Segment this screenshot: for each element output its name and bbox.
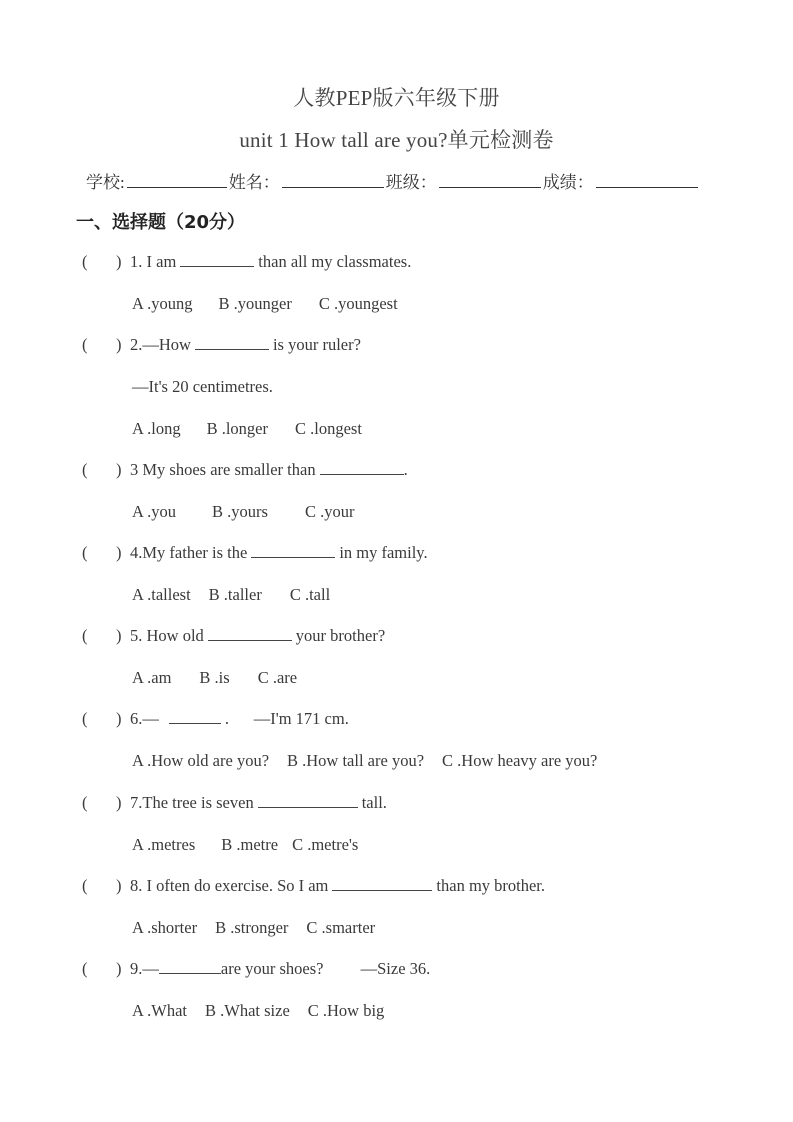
- answer-paren-close: ): [116, 252, 122, 271]
- question-text-after: .: [403, 460, 408, 479]
- school-field[interactable]: [127, 173, 227, 188]
- question-text-before: The tree is seven: [142, 793, 254, 812]
- option-c[interactable]: C .tall: [289, 585, 331, 604]
- section-heading: 一、选择题（20分）: [76, 212, 246, 233]
- name-label: 姓名：: [228, 173, 280, 192]
- answer-paren-open[interactable]: (: [82, 709, 88, 728]
- options-1: [132, 294, 398, 314]
- question-6: [82, 709, 349, 729]
- question-3: [82, 460, 408, 480]
- name-field[interactable]: [282, 173, 384, 188]
- options-2: [132, 419, 362, 439]
- question-number: 7.: [130, 793, 143, 812]
- question-text-before: I am: [142, 252, 177, 271]
- question-text-before: My father is the: [142, 543, 248, 562]
- answer-paren-open[interactable]: (: [82, 252, 88, 271]
- options-6: [132, 751, 597, 771]
- document-title: 人教PEP版六年级下册: [293, 86, 500, 110]
- answer-blank[interactable]: [332, 878, 432, 891]
- option-a[interactable]: A .metres: [132, 835, 196, 854]
- answer-paren-close: ): [116, 460, 122, 479]
- option-a[interactable]: A .tallest: [132, 585, 191, 604]
- question-text-before: —How: [142, 335, 191, 354]
- option-a[interactable]: A .young: [132, 294, 193, 313]
- answer-blank[interactable]: [169, 711, 221, 724]
- answer-line-2: —It's 20 centimetres.: [132, 377, 273, 396]
- answer-paren-close: ): [116, 626, 122, 645]
- answer-paren-close: ): [116, 543, 122, 562]
- class-field[interactable]: [439, 173, 541, 188]
- answer-paren-open[interactable]: (: [82, 876, 88, 895]
- question-9: [82, 959, 430, 979]
- options-9: [132, 1001, 384, 1021]
- class-label: 班级：: [385, 173, 437, 192]
- option-b[interactable]: B .stronger: [215, 918, 289, 937]
- question-text-after: is your ruler?: [272, 335, 361, 354]
- answer-paren-close: ): [116, 959, 122, 978]
- score-label: 成绩：: [542, 173, 594, 192]
- answer-blank[interactable]: [208, 628, 292, 641]
- question-number: 1.: [130, 252, 143, 271]
- question-number: 5.: [130, 626, 143, 645]
- answer-paren-open[interactable]: (: [82, 626, 88, 645]
- option-b[interactable]: B .longer: [206, 419, 269, 438]
- options-3: [132, 502, 354, 522]
- question-text-after: in my family.: [339, 543, 428, 562]
- question-number: 8.: [130, 876, 143, 895]
- question-number: 3: [130, 460, 139, 479]
- question-8: [82, 876, 545, 896]
- option-b[interactable]: B .younger: [218, 294, 292, 313]
- option-c[interactable]: C .How heavy are you?: [442, 751, 598, 770]
- answer-blank[interactable]: [320, 462, 404, 475]
- option-a[interactable]: A .What: [132, 1001, 187, 1020]
- option-c[interactable]: C .How big: [307, 1001, 385, 1020]
- question-text-before: I often do exercise. So I am: [142, 876, 329, 895]
- question-text-after: than my brother.: [436, 876, 546, 895]
- option-a[interactable]: A .you: [132, 502, 177, 521]
- document-subtitle: unit 1 How tall are you?单元检测卷: [239, 128, 554, 152]
- answer-blank[interactable]: [159, 961, 221, 974]
- answer-paren-close: ): [116, 709, 122, 728]
- option-b[interactable]: B .metre: [221, 835, 279, 854]
- question-number: 6.: [130, 709, 143, 728]
- question-number: 9.: [130, 959, 143, 978]
- question-2: [82, 335, 361, 355]
- options-8: [132, 918, 375, 938]
- question-number: 2.: [130, 335, 143, 354]
- answer-paren-open[interactable]: (: [82, 335, 88, 354]
- student-info-row: [86, 168, 700, 193]
- answer-blank[interactable]: [258, 795, 358, 808]
- question-text-before: —: [142, 959, 159, 978]
- option-a[interactable]: A .How old are you?: [132, 751, 270, 770]
- option-b[interactable]: B .What size: [205, 1001, 290, 1020]
- question-text-before: My shoes are smaller than: [138, 460, 316, 479]
- option-b[interactable]: B .taller: [208, 585, 262, 604]
- answer-paren-close: ): [116, 876, 122, 895]
- answer-blank[interactable]: [180, 254, 254, 267]
- option-c[interactable]: C .your: [304, 502, 355, 521]
- answer-blank[interactable]: [195, 337, 269, 350]
- options-4: [132, 585, 330, 605]
- score-field[interactable]: [596, 173, 698, 188]
- answer-paren-close: ): [116, 793, 122, 812]
- question-1: [82, 252, 411, 272]
- question-text-before: —: [142, 709, 159, 728]
- options-7: [132, 835, 358, 855]
- option-c[interactable]: C .metre's: [292, 835, 359, 854]
- answer-paren-open[interactable]: (: [82, 793, 88, 812]
- option-b[interactable]: B .How tall are you?: [287, 751, 425, 770]
- option-c[interactable]: C .longest: [295, 419, 362, 438]
- option-c[interactable]: C .smarter: [306, 918, 376, 937]
- question-text-after: tall.: [361, 793, 387, 812]
- answer-blank[interactable]: [251, 545, 335, 558]
- answer-paren-close: ): [116, 335, 122, 354]
- answer-paren-open[interactable]: (: [82, 959, 88, 978]
- option-c[interactable]: C .youngest: [318, 294, 398, 313]
- option-a[interactable]: A .shorter: [132, 918, 198, 937]
- option-c[interactable]: C .are: [257, 668, 298, 687]
- question-number: 4.: [130, 543, 143, 562]
- school-label: 学校:: [86, 173, 125, 192]
- question-4: [82, 543, 428, 563]
- answer-paren-open[interactable]: (: [82, 460, 88, 479]
- answer-paren-open[interactable]: (: [82, 543, 88, 562]
- question-5: [82, 626, 385, 646]
- option-a[interactable]: A .long: [132, 419, 181, 438]
- question-text-after: . —I'm 171 cm.: [224, 709, 349, 728]
- question-text-after: are your shoes? —Size 36.: [220, 959, 431, 978]
- option-a[interactable]: A .am: [132, 668, 172, 687]
- option-b[interactable]: B .yours: [212, 502, 268, 521]
- question-text-after: your brother?: [295, 626, 386, 645]
- option-b[interactable]: B .is: [199, 668, 230, 687]
- question-7: [82, 793, 387, 813]
- question-text-after: than all my classmates.: [258, 252, 412, 271]
- options-5: [132, 668, 297, 688]
- question-text-before: How old: [142, 626, 204, 645]
